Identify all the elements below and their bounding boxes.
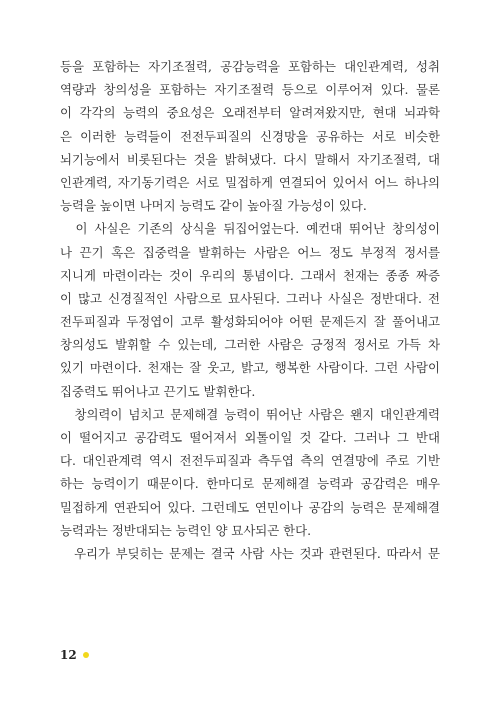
text-line: 나 끈기 혹은 집중력을 발휘하는 사람은 어느 정도 부정적 정서를 [60, 244, 440, 260]
text-line: 역량과 창의성을 포함하는 자기조절력 등으로 이루어져 있다. 물론 [60, 82, 440, 98]
body-text [60, 55, 440, 565]
text-line: 집중력도 뛰어나고 끈기도 발휘한다. [60, 383, 256, 399]
text-line: 지니게 마련이라는 것이 우리의 통념이다. 그래서 천재는 종종 짜증 [60, 267, 440, 283]
text-line: 하는 능력이기 때문이다. 한마디로 문제해결 능력과 공감력은 매우 [60, 476, 440, 492]
text-line: 이 각각의 능력의 중요성은 오래전부터 알려져왔지만, 현대 뇌과학 [60, 105, 440, 121]
text-line: 이 떨어지고 공감력도 떨어져서 외톨이일 것 같다. 그러나 그 반대 [60, 430, 440, 445]
dot-icon [83, 652, 89, 658]
text-line: 뇌기능에서 비롯된다는 것을 밝혀냈다. 다시 말해서 자기조절력, 대 [60, 151, 440, 167]
text-line: 전두피질과 두정엽이 고루 활성화되어야 어떤 문제든지 잘 풀어내고 [60, 314, 440, 330]
text-line: 이 사실은 기존의 상식을 뒤집어엎는다. 예컨대 뛰어난 창의성이 [60, 221, 440, 237]
text-line: 이 많고 신경질적인 사람으로 묘사된다. 그러나 사실은 정반대다. 전 [60, 290, 440, 306]
text-line: 능력을 높이면 나머지 능력도 같이 높아질 가능성이 있다. [60, 198, 367, 214]
text-line: 능력과는 정반대되는 능력인 양 묘사되곤 한다. [60, 522, 312, 538]
text-line: 창의성도 발휘할 수 있는데, 그러한 사람은 긍정적 정서로 가득 차 [60, 337, 440, 353]
text-line: 밀접하게 연관되어 있다. 그런데도 연민이나 공감의 능력은 문제해결 [60, 499, 440, 515]
page-footer [60, 648, 89, 662]
text-line: 있기 마련이다. 천재는 잘 웃고, 밝고, 행복한 사람이다. 그런 사람이 [60, 360, 440, 376]
text-line: 인관계력, 자기동기력은 서로 밀접하게 연결되어 있어서 어느 하나의 [60, 174, 440, 190]
text-line: 우리가 부딪히는 문제는 결국 사람 사는 것과 관련된다. 따라서 문 [60, 545, 440, 561]
text-line: 은 이러한 능력들이 전전두피질의 신경망을 공유하는 서로 비슷한 [60, 128, 440, 144]
text-line: 다. 대인관계력 역시 전전두피질과 측두엽 측의 연결망에 주로 기반 [60, 453, 440, 469]
text-line: 등을 포함하는 자기조절력, 공감능력을 포함하는 대인관계력, 성취 [60, 59, 440, 74]
page-number: 12 [60, 648, 77, 662]
text-line: 창의력이 넘치고 문제해결 능력이 뛰어난 사람은 왠지 대인관계력 [60, 406, 440, 422]
